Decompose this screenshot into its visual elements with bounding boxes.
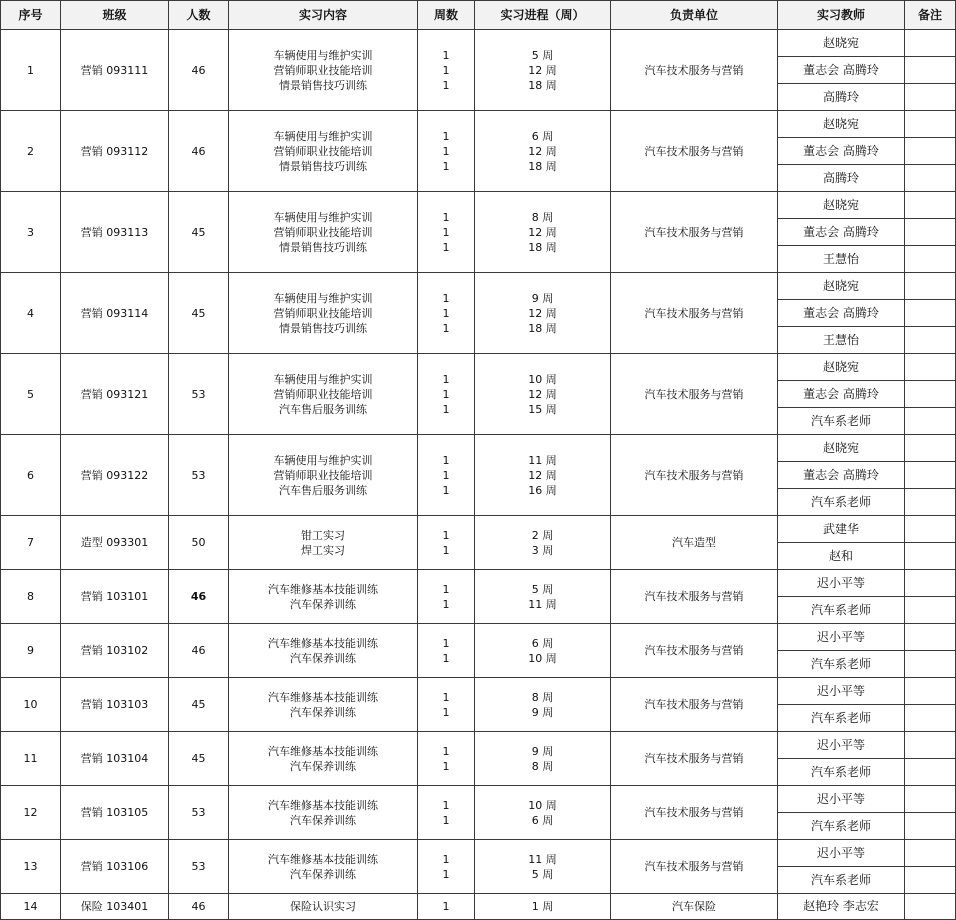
- internship-content-line: 汽车售后服务训练: [279, 483, 367, 497]
- progress-week-line: 12 周: [528, 144, 557, 158]
- note-cell: [905, 894, 956, 920]
- teacher-name: 汽车系老师: [778, 705, 905, 732]
- internship-content: [229, 192, 418, 273]
- internship-content-line: 车辆使用与维护实训: [273, 372, 373, 386]
- progress-week-line: 12 周: [528, 306, 557, 320]
- note-cell: [905, 597, 956, 624]
- internship-content-line: 情景销售技巧训练: [279, 240, 367, 254]
- progress-week-line: 8 周: [531, 759, 554, 773]
- internship-content-line: 保险认识实习: [290, 900, 356, 913]
- teacher-name: 汽车系老师: [778, 489, 905, 516]
- internship-content: [229, 354, 418, 435]
- internship-content: [229, 732, 418, 786]
- class-name: 营销 103106: [61, 840, 169, 894]
- teacher-name: 汽车系老师: [778, 759, 905, 786]
- header-progress: 实习进程（周）: [475, 1, 611, 30]
- internship-content: [229, 786, 418, 840]
- week-count: [418, 732, 475, 786]
- week-count: [418, 111, 475, 192]
- progress-week-line: 8 周: [531, 210, 554, 224]
- row-number: 11: [1, 732, 61, 786]
- internship-content-line: 汽车保养训练: [290, 651, 356, 665]
- row-number: 8: [1, 570, 61, 624]
- progress-week: [475, 273, 611, 354]
- row-number: 3: [1, 192, 61, 273]
- teacher-name: 赵和: [778, 543, 905, 570]
- header-note: 备注: [905, 1, 956, 30]
- student-count: 46: [169, 624, 229, 678]
- progress-week-line: 18 周: [528, 321, 557, 335]
- progress-week-line: 12 周: [528, 468, 557, 482]
- responsible-unit: 汽车技术服务与营销: [611, 678, 778, 732]
- header-content: 实习内容: [229, 1, 418, 30]
- student-count: 45: [169, 732, 229, 786]
- note-cell: [905, 489, 956, 516]
- table-body: [1, 30, 956, 920]
- table-row: [1, 678, 956, 705]
- responsible-unit: 汽车技术服务与营销: [611, 273, 778, 354]
- student-count: 46: [169, 30, 229, 111]
- note-cell: [905, 354, 956, 381]
- teacher-name: 迟小平等: [778, 678, 905, 705]
- table-row: [1, 30, 956, 57]
- internship-content-line: 汽车保养训练: [290, 867, 356, 881]
- week-count-line: 1: [442, 225, 450, 239]
- teacher-name: 汽车系老师: [778, 651, 905, 678]
- table-row: [1, 435, 956, 462]
- progress-week: [475, 435, 611, 516]
- note-cell: [905, 732, 956, 759]
- week-count-line: 1: [442, 483, 450, 497]
- teacher-name: 董志会 高腾玲: [778, 138, 905, 165]
- internship-content-line: 营销师职业技能培训: [273, 63, 373, 77]
- internship-content-line: 营销师职业技能培训: [273, 468, 373, 482]
- week-count: [418, 786, 475, 840]
- responsible-unit: 汽车技术服务与营销: [611, 30, 778, 111]
- note-cell: [905, 651, 956, 678]
- responsible-unit: 汽车技术服务与营销: [611, 192, 778, 273]
- student-count: 46: [169, 570, 229, 624]
- responsible-unit: 汽车技术服务与营销: [611, 840, 778, 894]
- week-count-line: 1: [442, 129, 450, 143]
- note-cell: [905, 273, 956, 300]
- progress-week-line: 12 周: [528, 387, 557, 401]
- week-count-line: 1: [442, 387, 450, 401]
- table-row: [1, 570, 956, 597]
- row-number: 7: [1, 516, 61, 570]
- week-count-line: 1: [442, 813, 450, 827]
- internship-content-line: 汽车保养训练: [290, 705, 356, 719]
- note-cell: [905, 408, 956, 435]
- class-name: 营销 093111: [61, 30, 169, 111]
- teacher-name: 高腾玲: [778, 84, 905, 111]
- week-count: [418, 840, 475, 894]
- week-count-line: 1: [442, 690, 450, 704]
- teacher-name: 董志会 高腾玲: [778, 57, 905, 84]
- table-row: [1, 273, 956, 300]
- week-count-line: 1: [442, 306, 450, 320]
- week-count-line: 1: [442, 453, 450, 467]
- progress-week: [475, 840, 611, 894]
- progress-week-line: 6 周: [531, 636, 554, 650]
- progress-week: [475, 192, 611, 273]
- student-count: 53: [169, 354, 229, 435]
- note-cell: [905, 300, 956, 327]
- internship-content: [229, 894, 418, 920]
- week-count-line: 1: [442, 78, 450, 92]
- teacher-name: 迟小平等: [778, 732, 905, 759]
- note-cell: [905, 381, 956, 408]
- teacher-name: 迟小平等: [778, 570, 905, 597]
- progress-week-line: 12 周: [528, 63, 557, 77]
- teacher-name: 董志会 高腾玲: [778, 219, 905, 246]
- student-count: 53: [169, 840, 229, 894]
- class-name: 营销 093113: [61, 192, 169, 273]
- week-count-line: 1: [442, 63, 450, 77]
- row-number: 10: [1, 678, 61, 732]
- week-count-line: 1: [442, 321, 450, 335]
- student-count: 46: [169, 894, 229, 920]
- internship-content-line: 汽车保养训练: [290, 759, 356, 773]
- internship-content: [229, 678, 418, 732]
- progress-week-line: 16 周: [528, 483, 557, 497]
- teacher-name: 迟小平等: [778, 624, 905, 651]
- week-count-line: 1: [442, 798, 450, 812]
- header-unit: 负责单位: [611, 1, 778, 30]
- internship-content: [229, 516, 418, 570]
- class-name: 营销 093112: [61, 111, 169, 192]
- responsible-unit: 汽车保险: [611, 894, 778, 920]
- week-count-line: 1: [442, 402, 450, 416]
- week-count-line: 1: [442, 852, 450, 866]
- teacher-name: 王慧怡: [778, 327, 905, 354]
- progress-week-line: 9 周: [531, 705, 554, 719]
- class-name: 造型 093301: [61, 516, 169, 570]
- row-number: 1: [1, 30, 61, 111]
- header-row: [1, 1, 956, 30]
- teacher-name: 迟小平等: [778, 786, 905, 813]
- internship-content: [229, 624, 418, 678]
- class-name: 营销 093122: [61, 435, 169, 516]
- internship-content-line: 情景销售技巧训练: [279, 159, 367, 173]
- internship-content-line: 汽车维修基本技能训练: [268, 798, 378, 812]
- table-row: [1, 840, 956, 867]
- table-row: [1, 624, 956, 651]
- internship-content-line: 情景销售技巧训练: [279, 321, 367, 335]
- progress-week-line: 18 周: [528, 159, 557, 173]
- progress-week-line: 1 周: [531, 900, 554, 913]
- progress-week: [475, 516, 611, 570]
- progress-week: [475, 894, 611, 920]
- note-cell: [905, 786, 956, 813]
- progress-week-line: 9 周: [531, 744, 554, 758]
- internship-content-line: 汽车保养训练: [290, 813, 356, 827]
- progress-week: [475, 624, 611, 678]
- week-count-line: 1: [442, 582, 450, 596]
- student-count: 53: [169, 786, 229, 840]
- student-count: 46: [169, 111, 229, 192]
- row-number: 6: [1, 435, 61, 516]
- note-cell: [905, 327, 956, 354]
- note-cell: [905, 192, 956, 219]
- progress-week: [475, 678, 611, 732]
- class-name: 保险 103401: [61, 894, 169, 920]
- progress-week-line: 10 周: [528, 372, 557, 386]
- internship-content-line: 汽车维修基本技能训练: [268, 582, 378, 596]
- progress-week: [475, 111, 611, 192]
- progress-week-line: 2 周: [531, 528, 554, 542]
- progress-week: [475, 786, 611, 840]
- week-count-line: 1: [442, 597, 450, 611]
- progress-week: [475, 354, 611, 435]
- progress-week-line: 10 周: [528, 798, 557, 812]
- week-count: [418, 354, 475, 435]
- class-name: 营销 093121: [61, 354, 169, 435]
- internship-content-line: 车辆使用与维护实训: [273, 210, 373, 224]
- teacher-name: 赵晓宛: [778, 354, 905, 381]
- class-name: 营销 103103: [61, 678, 169, 732]
- class-name: 营销 093114: [61, 273, 169, 354]
- week-count: [418, 678, 475, 732]
- progress-week-line: 18 周: [528, 240, 557, 254]
- teacher-name: 汽车系老师: [778, 813, 905, 840]
- progress-week-line: 11 周: [528, 597, 557, 611]
- note-cell: [905, 165, 956, 192]
- responsible-unit: 汽车技术服务与营销: [611, 624, 778, 678]
- header-class: 班级: [61, 1, 169, 30]
- internship-content-line: 情景销售技巧训练: [279, 78, 367, 92]
- row-number: 9: [1, 624, 61, 678]
- table-row: [1, 894, 956, 920]
- note-cell: [905, 30, 956, 57]
- progress-week-line: 3 周: [531, 543, 554, 557]
- week-count-line: 1: [442, 159, 450, 173]
- student-count: 53: [169, 435, 229, 516]
- note-cell: [905, 624, 956, 651]
- internship-content-line: 车辆使用与维护实训: [273, 291, 373, 305]
- responsible-unit: 汽车技术服务与营销: [611, 570, 778, 624]
- internship-content-line: 营销师职业技能培训: [273, 387, 373, 401]
- progress-week-line: 8 周: [531, 690, 554, 704]
- teacher-name: 赵艳玲 李志宏: [778, 894, 905, 920]
- week-count-line: 1: [442, 48, 450, 62]
- week-count: [418, 273, 475, 354]
- note-cell: [905, 867, 956, 894]
- internship-content-line: 汽车保养训练: [290, 597, 356, 611]
- progress-week-line: 12 周: [528, 225, 557, 239]
- table-row: [1, 111, 956, 138]
- progress-week-line: 6 周: [531, 129, 554, 143]
- week-count-line: 1: [442, 240, 450, 254]
- header-no: 序号: [1, 1, 61, 30]
- class-name: 营销 103104: [61, 732, 169, 786]
- row-number: 2: [1, 111, 61, 192]
- week-count-line: 1: [442, 636, 450, 650]
- responsible-unit: 汽车技术服务与营销: [611, 354, 778, 435]
- note-cell: [905, 813, 956, 840]
- week-count-line: 1: [442, 900, 450, 913]
- progress-week-line: 5 周: [531, 867, 554, 881]
- internship-content: [229, 111, 418, 192]
- note-cell: [905, 84, 956, 111]
- note-cell: [905, 246, 956, 273]
- internship-content: [229, 273, 418, 354]
- note-cell: [905, 138, 956, 165]
- progress-week-line: 15 周: [528, 402, 557, 416]
- progress-week-line: 11 周: [528, 453, 557, 467]
- progress-week-line: 18 周: [528, 78, 557, 92]
- note-cell: [905, 111, 956, 138]
- teacher-name: 董志会 高腾玲: [778, 381, 905, 408]
- week-count-line: 1: [442, 867, 450, 881]
- week-count-line: 1: [442, 210, 450, 224]
- row-number: 14: [1, 894, 61, 920]
- table-row: [1, 192, 956, 219]
- teacher-name: 王慧怡: [778, 246, 905, 273]
- responsible-unit: 汽车造型: [611, 516, 778, 570]
- student-count: 45: [169, 273, 229, 354]
- table-row: [1, 354, 956, 381]
- progress-week: [475, 732, 611, 786]
- responsible-unit: 汽车技术服务与营销: [611, 786, 778, 840]
- internship-content-line: 汽车售后服务训练: [279, 402, 367, 416]
- week-count-line: 1: [442, 291, 450, 305]
- progress-week-line: 6 周: [531, 813, 554, 827]
- row-number: 13: [1, 840, 61, 894]
- week-count: [418, 30, 475, 111]
- progress-week-line: 11 周: [528, 852, 557, 866]
- week-count: [418, 624, 475, 678]
- note-cell: [905, 570, 956, 597]
- note-cell: [905, 462, 956, 489]
- note-cell: [905, 759, 956, 786]
- internship-content: [229, 30, 418, 111]
- note-cell: [905, 57, 956, 84]
- week-count: [418, 894, 475, 920]
- table-row: [1, 516, 956, 543]
- internship-content-line: 汽车维修基本技能训练: [268, 852, 378, 866]
- teacher-name: 董志会 高腾玲: [778, 300, 905, 327]
- teacher-name: 迟小平等: [778, 840, 905, 867]
- note-cell: [905, 543, 956, 570]
- teacher-name: 高腾玲: [778, 165, 905, 192]
- teacher-name: 汽车系老师: [778, 867, 905, 894]
- internship-content: [229, 570, 418, 624]
- progress-week-line: 10 周: [528, 651, 557, 665]
- note-cell: [905, 678, 956, 705]
- week-count-line: 1: [442, 144, 450, 158]
- week-count-line: 1: [442, 528, 450, 542]
- student-count: 45: [169, 192, 229, 273]
- week-count-line: 1: [442, 372, 450, 386]
- internship-content-line: 车辆使用与维护实训: [273, 48, 373, 62]
- responsible-unit: 汽车技术服务与营销: [611, 732, 778, 786]
- note-cell: [905, 516, 956, 543]
- internship-content-line: 营销师职业技能培训: [273, 144, 373, 158]
- header-weeks: 周数: [418, 1, 475, 30]
- week-count-line: 1: [442, 651, 450, 665]
- teacher-name: 赵晓宛: [778, 30, 905, 57]
- week-count-line: 1: [442, 744, 450, 758]
- note-cell: [905, 435, 956, 462]
- teacher-name: 董志会 高腾玲: [778, 462, 905, 489]
- week-count-line: 1: [442, 468, 450, 482]
- internship-content: [229, 840, 418, 894]
- teacher-name: 赵晓宛: [778, 111, 905, 138]
- header-count: 人数: [169, 1, 229, 30]
- responsible-unit: 汽车技术服务与营销: [611, 435, 778, 516]
- row-number: 12: [1, 786, 61, 840]
- student-count: 45: [169, 678, 229, 732]
- teacher-name: 赵晓宛: [778, 273, 905, 300]
- internship-content-line: 营销师职业技能培训: [273, 225, 373, 239]
- internship-content-line: 营销师职业技能培训: [273, 306, 373, 320]
- internship-content-line: 汽车维修基本技能训练: [268, 690, 378, 704]
- note-cell: [905, 705, 956, 732]
- week-count: [418, 570, 475, 624]
- progress-week: [475, 570, 611, 624]
- week-count-line: 1: [442, 759, 450, 773]
- progress-week-line: 5 周: [531, 582, 554, 596]
- table-row: [1, 732, 956, 759]
- internship-content-line: 汽车维修基本技能训练: [268, 636, 378, 650]
- student-count: 50: [169, 516, 229, 570]
- teacher-name: 赵晓宛: [778, 192, 905, 219]
- teacher-name: 赵晓宛: [778, 435, 905, 462]
- class-name: 营销 103105: [61, 786, 169, 840]
- progress-week-line: 5 周: [531, 48, 554, 62]
- progress-week: [475, 30, 611, 111]
- row-number: 5: [1, 354, 61, 435]
- responsible-unit: 汽车技术服务与营销: [611, 111, 778, 192]
- teacher-name: 武建华: [778, 516, 905, 543]
- internship-content-line: 钳工实习: [301, 528, 345, 542]
- internship-content-line: 车辆使用与维护实训: [273, 453, 373, 467]
- week-count: [418, 435, 475, 516]
- week-count-line: 1: [442, 543, 450, 557]
- week-count: [418, 192, 475, 273]
- note-cell: [905, 219, 956, 246]
- teacher-name: 汽车系老师: [778, 408, 905, 435]
- internship-content-line: 焊工实习: [301, 543, 345, 557]
- class-name: 营销 103101: [61, 570, 169, 624]
- row-number: 4: [1, 273, 61, 354]
- teacher-name: 汽车系老师: [778, 597, 905, 624]
- table-row: [1, 786, 956, 813]
- header-teacher: 实习教师: [778, 1, 905, 30]
- internship-content-line: 车辆使用与维护实训: [273, 129, 373, 143]
- week-count-line: 1: [442, 705, 450, 719]
- week-count: [418, 516, 475, 570]
- internship-content-line: 汽车维修基本技能训练: [268, 744, 378, 758]
- note-cell: [905, 840, 956, 867]
- internship-content: [229, 435, 418, 516]
- class-name: 营销 103102: [61, 624, 169, 678]
- progress-week-line: 9 周: [531, 291, 554, 305]
